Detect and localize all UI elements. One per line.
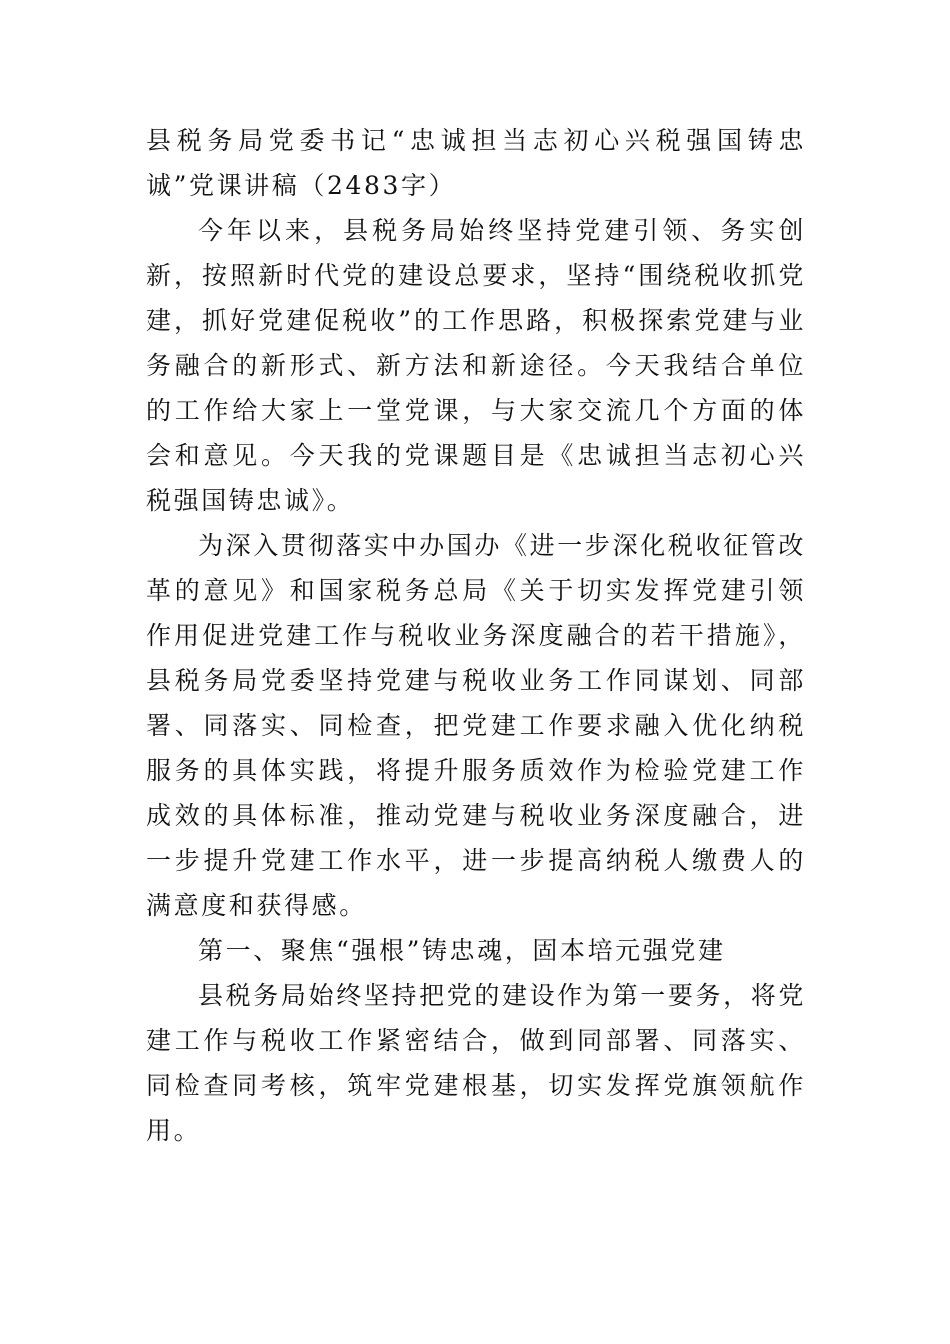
document-title: 县税务局党委书记“忠诚担当志初心兴税强国铸忠诚”党课讲稿（2483字） — [146, 126, 806, 200]
section-heading: 第一、聚焦“强根”铸忠魂，固本培元强党建 — [198, 936, 726, 965]
document-page — [146, 118, 806, 1153]
background-paragraph: 为深入贯彻落实中办国办《进一步深化税收征管改革的意见》和国家税务总局《关于切实发挥党建引领作用促进党建工作与税收业务深度融合的若干措施》，县税务局党委坚持党建与税收业务工作同谋划、同部署、同落实、同检查，把党建工作要求融入优化纳税服务的具体实践，将提升服务质效作为检验党建工作成效的具体标准，推动党建与税收业务深度融合，进一步提升党建工作水平，进一步提高纳税人缴费人的满意度和获得感。 — [146, 531, 806, 920]
intro-paragraph: 今年以来，县税务局始终坚持党建引领、务实创新，按照新时代党的建设总要求，坚持“围绕税收抓党建，抓好党建促税收”的工作思路，积极探索党建与业务融合的新形式、新方法和新途径。今天我结合单位的工作给大家上一堂党课，与大家交流几个方面的体会和意见。今天我的党课题目是《忠诚担当志初心兴税强国铸忠诚》。 — [146, 216, 806, 515]
section-paragraph: 县税务局始终坚持把党的建设作为第一要务，将党建工作与税收工作紧密结合，做到同部署、同落实、同检查同考核，筑牢党建根基，切实发挥党旗领航作用。 — [146, 981, 806, 1145]
